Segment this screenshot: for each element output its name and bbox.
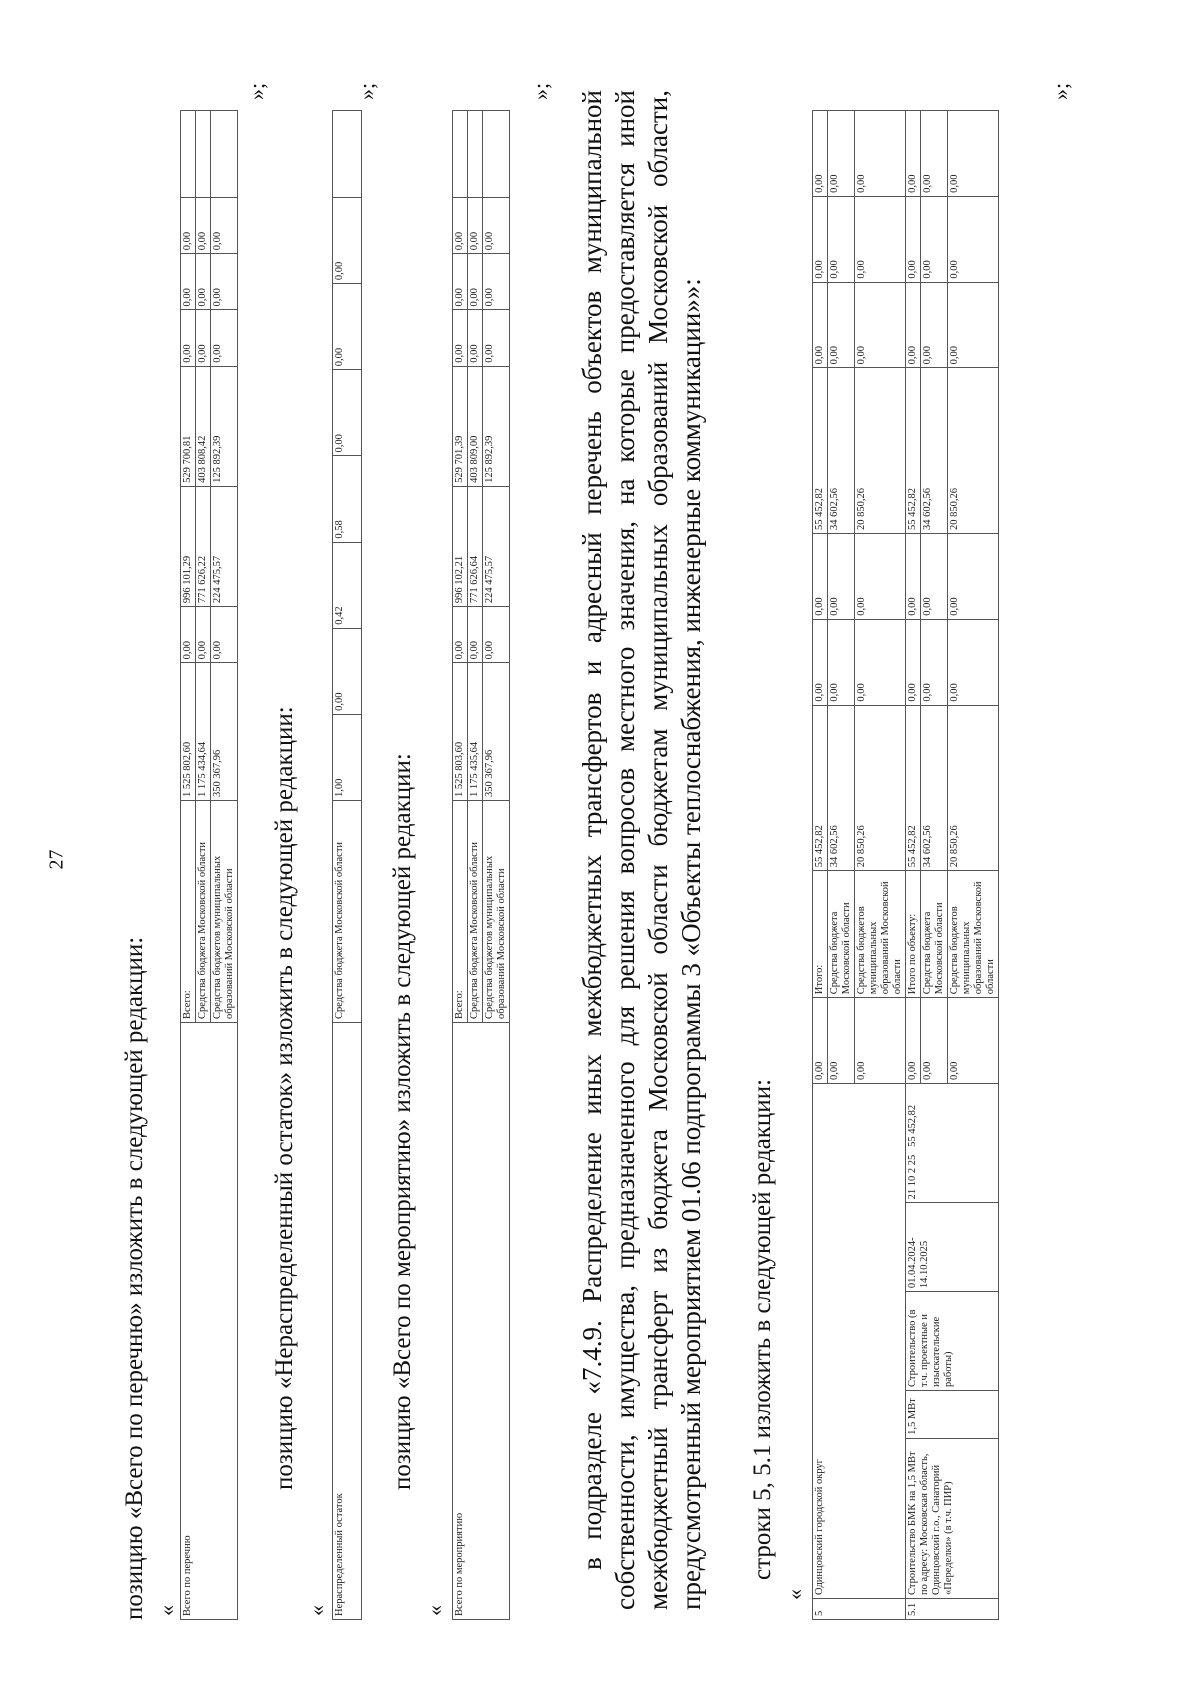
value-cell: 34 602,56 (828, 705, 855, 871)
value-cell: 0,00 (196, 198, 211, 254)
value-cell: 0,00 (468, 254, 483, 310)
value-cell: 0,00 (483, 254, 510, 310)
row-label: Всего по мероприятию (453, 1023, 510, 1620)
value-cell: 0,00 (828, 282, 855, 368)
value-cell: 350 367,96 (211, 663, 238, 801)
district-name: Одинцовский городской округ (813, 1084, 906, 1599)
value-cell: 0,00 (196, 310, 211, 366)
value-cell: 0,00 (855, 111, 906, 197)
value-cell: 0,00 (948, 196, 999, 282)
value-cell: 0,00 (906, 111, 921, 197)
value-cell: 0,00 (453, 254, 468, 310)
source-cell: Средства бюджетов муниципальных образований Московской области (948, 871, 999, 998)
value-cell: 0,00 (855, 282, 906, 368)
value-cell: 0,00 (921, 196, 948, 282)
value-cell: 0,00 (333, 284, 362, 370)
empty-cell (468, 111, 483, 198)
amendment-paragraph: в подразделе «7.4.9. Распределение иных межбюджетных трансфертов и адресный перечень объектов муниципальной собственности, имущества, предназначенного для решения вопросов местного значения, на которые предоставляется иной межбюджетный трансферт из бюджета Московской области бюджетам муниципальных образований Московской области, предусмотренный мероприятием 01.06 подпрограммы 3 «Объекты теплоснабжения, инженерные коммуникации»»: (577, 90, 706, 1610)
value-cell: 0,00 (211, 607, 238, 663)
close-quote: »; (528, 82, 553, 100)
source-cell: Средства бюджета Московской области (196, 801, 211, 1023)
value-cell: 771 626,22 (196, 486, 211, 606)
value-cell: 20 850,26 (948, 368, 999, 534)
value-cell: 996 102,21 (453, 486, 468, 606)
object-power: 1,5 МВт (906, 1390, 999, 1438)
value-cell: 0,00 (828, 534, 855, 620)
value-cell: 771 626,64 (468, 486, 483, 606)
value-cell: 0,00 (453, 310, 468, 366)
value-cell: 0,00 (906, 534, 921, 620)
value-cell: 0,00 (921, 534, 948, 620)
source-cell: Средства бюджетов муниципальных образований Московской области (855, 871, 906, 998)
value-cell: 0,00 (813, 111, 828, 197)
value-cell: 0,00 (196, 607, 211, 663)
value-cell: 125 892,39 (483, 366, 510, 486)
close-quote: »; (1048, 82, 1073, 100)
rotated-document-body (118, 60, 1138, 1620)
value-cell: 55 452,82 (813, 368, 828, 534)
value-cell: 0,00 (181, 254, 196, 310)
source-cell: Средства бюджета Московской области (333, 801, 362, 1023)
value-cell: 0,00 (483, 310, 510, 366)
value-cell: 0,00 (855, 998, 906, 1084)
source-cell: Средства бюджетов муниципальных образований Московской области (483, 801, 510, 1023)
value-cell: 0,00 (196, 254, 211, 310)
value-cell: 403 809,00 (468, 366, 483, 486)
empty-cell (181, 111, 196, 198)
source-cell: Средства бюджетов муниципальных образований Московской области (211, 801, 238, 1023)
value-cell: 1,00 (333, 714, 362, 800)
value-cell: 0,00 (921, 111, 948, 197)
value-cell: 403 808,42 (196, 366, 211, 486)
object-cost (906, 1084, 999, 1203)
value-cell: 0,00 (921, 619, 948, 705)
value-cell: 0,00 (211, 310, 238, 366)
value-cell: 0,00 (855, 619, 906, 705)
heading-all-activity: позицию «Всего по мероприятию» изложить в следующей редакции: (389, 753, 416, 1490)
value-cell: 20 850,26 (855, 368, 906, 534)
value-cell: 529 700,81 (181, 366, 196, 486)
source-cell: Итого по объекту: (906, 871, 921, 998)
table-objects (812, 110, 999, 1620)
value-cell: 0,00 (813, 196, 828, 282)
value-cell: 0,00 (828, 619, 855, 705)
open-quote: « (782, 1589, 807, 1600)
empty-cell (453, 111, 468, 198)
value-cell: 1 525 803,60 (453, 663, 468, 801)
value-cell: 1 525 802,60 (181, 663, 196, 801)
value-cell: 0,00 (948, 111, 999, 197)
table-all-activity (452, 110, 510, 1620)
value-cell: 125 892,39 (211, 366, 238, 486)
value-cell: 529 701,39 (453, 366, 468, 486)
value-cell: 0,00 (181, 607, 196, 663)
value-cell: 0,00 (333, 370, 362, 456)
empty-cell (333, 111, 362, 198)
open-quote: « (154, 1605, 179, 1616)
row-number: 5 (813, 1599, 906, 1620)
heading-rows-5: строки 5, 5.1 изложить в следующей редакции: (749, 1078, 776, 1580)
value-cell: 0,00 (813, 619, 828, 705)
value-cell: 1 175 434,64 (196, 663, 211, 801)
value-cell: 350 367,96 (483, 663, 510, 801)
value-cell: 0,00 (181, 198, 196, 254)
value-cell: 0,00 (453, 198, 468, 254)
source-cell: Средства бюджета Московской области (921, 871, 948, 998)
value-cell: 0,00 (468, 198, 483, 254)
table-unallocated (332, 110, 362, 1620)
value-cell: 0,00 (906, 282, 921, 368)
table-all-list (180, 110, 238, 1620)
value-cell: 224 475,57 (483, 486, 510, 606)
value-cell: 0,00 (828, 196, 855, 282)
value-cell: 0,00 (948, 534, 999, 620)
source-cell: Всего: (181, 801, 196, 1023)
value-cell: 1 175 435,64 (468, 663, 483, 801)
value-cell: 0,00 (948, 998, 999, 1084)
heading-all-list: позицию «Всего по перечню» изложить в следующей редакции: (121, 936, 148, 1620)
source-cell: Средства бюджета Московской области (828, 871, 855, 998)
work-dates: 01.04.2024-14.10.2025 (906, 1203, 999, 1292)
value-cell: 0,58 (333, 456, 362, 542)
cost-value: 21 10 2 25 (907, 1154, 918, 1200)
value-cell: 34 602,56 (921, 705, 948, 871)
empty-cell (211, 111, 238, 198)
value-cell: 55 452,82 (906, 368, 921, 534)
object-name: Строительство БМК на 1,5 МВт по адресу: Московская область, Одинцовский г.о., Санаторий «Переделки» (в т.ч. ПИР) (906, 1438, 999, 1598)
open-quote: « (304, 1605, 329, 1616)
value-cell: 20 850,26 (855, 705, 906, 871)
close-quote: »; (354, 82, 379, 100)
row-number: 5.1 (906, 1599, 999, 1620)
value-cell: 0,00 (828, 111, 855, 197)
empty-cell (483, 111, 510, 198)
source-cell: Итого: (813, 871, 828, 998)
row-label: Всего по перечню (181, 1023, 238, 1620)
value-cell: 0,00 (921, 998, 948, 1084)
heading-unallocated: позицию «Нераспределенный остаток» изложить в следующей редакции: (271, 706, 298, 1490)
value-cell: 0,00 (855, 534, 906, 620)
value-cell: 0,00 (483, 607, 510, 663)
source-cell: Средства бюджета Московской области (468, 801, 483, 1023)
empty-cell (196, 111, 211, 198)
work-type: Строительство (в т.ч. проектные и изыскательские работы) (906, 1292, 999, 1391)
value-cell: 0,00 (906, 998, 921, 1084)
value-cell: 0,00 (948, 619, 999, 705)
source-cell: Всего: (453, 801, 468, 1023)
value-cell: 0,00 (948, 282, 999, 368)
value-cell: 0,00 (855, 196, 906, 282)
value-cell: 0,00 (333, 628, 362, 714)
value-cell: 996 101,29 (181, 486, 196, 606)
value-cell: 0,00 (813, 282, 828, 368)
value-cell: 55 452,82 (813, 705, 828, 871)
value-cell: 34 602,56 (921, 368, 948, 534)
value-cell: 0,00 (453, 607, 468, 663)
value-cell: 0,00 (828, 998, 855, 1084)
value-cell: 34 602,56 (828, 368, 855, 534)
row-label: Нераспределенный остаток (333, 1023, 362, 1620)
value-cell: 0,00 (906, 619, 921, 705)
value-cell: 0,00 (211, 254, 238, 310)
value-cell: 55 452,82 (906, 705, 921, 871)
value-cell: 0,00 (211, 198, 238, 254)
value-cell: 0,00 (813, 998, 828, 1084)
value-cell: 0,00 (181, 310, 196, 366)
value-cell: 0,00 (333, 198, 362, 284)
open-quote: « (422, 1605, 447, 1616)
value-cell: 0,00 (483, 198, 510, 254)
value-cell: 0,00 (468, 310, 483, 366)
value-cell: 0,00 (921, 282, 948, 368)
value-cell: 0,00 (906, 196, 921, 282)
value-cell: 0,00 (468, 607, 483, 663)
value-cell: 20 850,26 (948, 705, 999, 871)
value-cell: 224 475,57 (211, 486, 238, 606)
value-cell: 0,42 (333, 542, 362, 628)
page-number: 27 (45, 849, 68, 870)
value-cell: 0,00 (813, 534, 828, 620)
total-value: 55 452,82 (907, 1104, 918, 1147)
close-quote: »; (244, 82, 269, 100)
